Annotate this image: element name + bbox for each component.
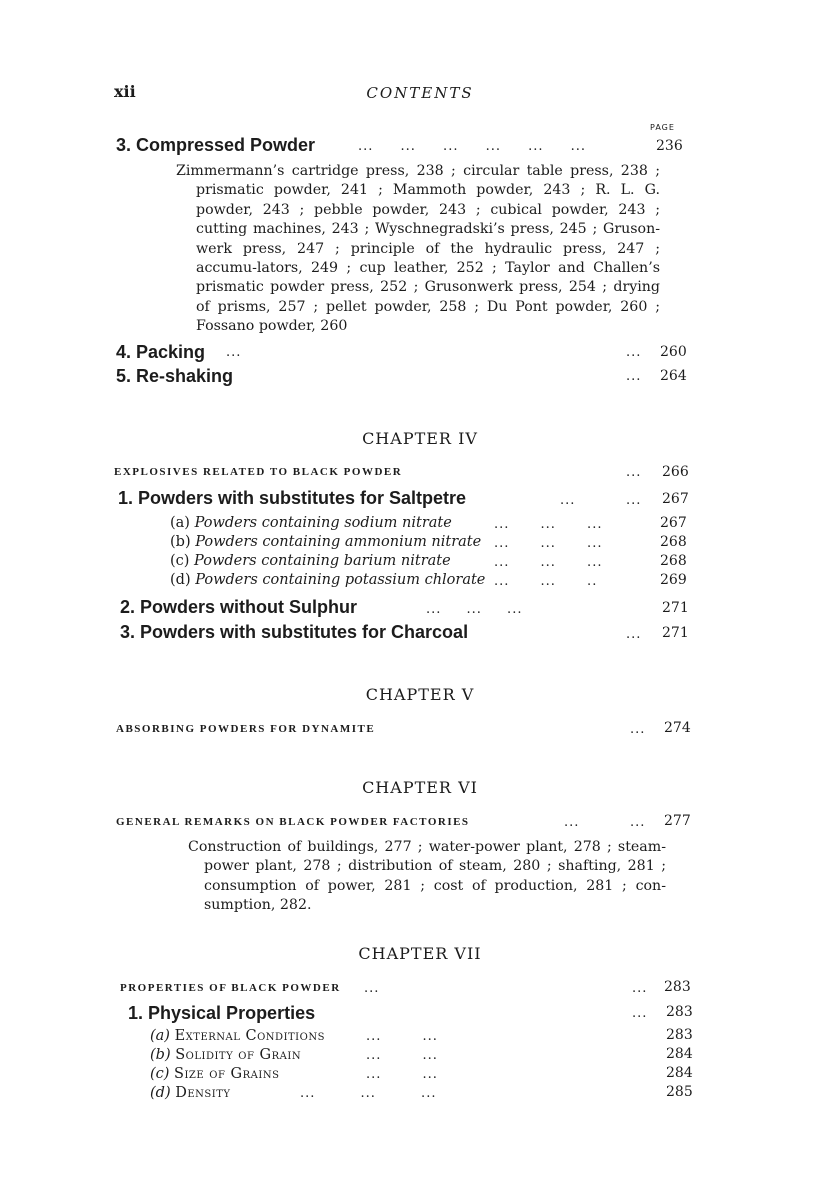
subsection-letter: (d) — [150, 1085, 171, 1101]
subsection — [170, 553, 451, 569]
subsection — [150, 1066, 279, 1082]
page-ref: 283 — [664, 979, 691, 995]
subsection-letter: (b) — [170, 534, 191, 550]
subsection-letter: (c) — [150, 1066, 170, 1082]
chapter-title: PROPERTIES OF BLACK POWDER — [120, 982, 341, 994]
leader-dots: ... — [632, 981, 648, 996]
leader-dots: ... — [626, 345, 642, 360]
leader-dots: ... — [564, 815, 580, 830]
leader-dots: ... — [626, 493, 642, 508]
section-saltpetre-substitutes: 1. Powders with substitutes for Saltpetre — [118, 488, 467, 508]
page-ref: 284 — [666, 1065, 693, 1081]
chapter-heading: CHAPTER VI — [362, 778, 478, 797]
leader-dots: ... ... ... — [300, 1086, 437, 1101]
subsection — [150, 1028, 325, 1044]
leader-dots: ... ... — [366, 1048, 438, 1063]
subsection-letter: (d) — [170, 572, 191, 588]
page-ref: 267 — [662, 491, 689, 507]
section-re-shaking: 5. Re-shaking — [116, 366, 234, 386]
leader-dots: ... — [626, 627, 642, 642]
page-ref: 260 — [660, 344, 687, 360]
subsection-title: External Conditions — [174, 1028, 325, 1044]
page-ref: 271 — [662, 625, 689, 641]
page-ref: 267 — [660, 515, 687, 531]
leader-dots: ... — [226, 345, 242, 360]
subsection-letter: (c) — [170, 553, 190, 569]
page-column-label: PAGE — [650, 123, 675, 132]
leader-dots: ... ... — [366, 1067, 438, 1082]
subsection-letter: (a) — [150, 1028, 170, 1044]
page-ref: 284 — [666, 1046, 693, 1062]
factories-description: Construction of buildings, 277 ; water-power plant, 278 ; steam-power plant, 278 ; distribution of steam, 280 ; shafting, 281 ; consumption of power, 281 ; cost of production, 281 ; con-sumption, 282. — [188, 839, 666, 914]
leader-dots: ... — [560, 493, 576, 508]
leader-dots: ... ... ... ... ... ... — [358, 139, 587, 154]
section-charcoal-substitutes: 3. Powders with substitutes for Charcoal — [120, 622, 469, 642]
subsection-title: Powders containing barium nitrate — [194, 553, 451, 569]
subsection-title: Powders containing ammonium nitrate — [195, 534, 482, 550]
leader-dots: ... ... ... — [426, 602, 523, 617]
leader-dots: ... ... ... — [494, 536, 603, 551]
section-packing: 4. Packing — [116, 342, 206, 362]
section-compressed-powder: 3. Compressed Powder — [116, 135, 316, 155]
page-ref: 268 — [660, 534, 687, 550]
leader-dots: ... — [632, 1006, 648, 1021]
chapter-title: ABSORBING POWDERS FOR DYNAMITE — [116, 723, 376, 735]
page-ref: 274 — [664, 720, 691, 736]
leader-dots: ... — [626, 465, 642, 480]
leader-dots: ... — [630, 722, 646, 737]
page-ref: 268 — [660, 553, 687, 569]
leader-dots: ... ... ... — [494, 517, 603, 532]
page-ref: 269 — [660, 572, 687, 588]
section-without-sulphur: 2. Powders without Sulphur — [120, 597, 358, 617]
section-physical-properties: 1. Physical Properties — [128, 1003, 316, 1023]
subsection — [170, 534, 481, 550]
chapter-title: GENERAL REMARKS ON BLACK POWDER FACTORIES — [116, 816, 470, 828]
page-ref: 277 — [664, 813, 691, 829]
chapter-title: EXPLOSIVES RELATED TO BLACK POWDER — [114, 466, 403, 478]
subsection-title: Size of Grains — [174, 1066, 280, 1082]
page-ref: 271 — [662, 600, 689, 616]
leader-dots: ... — [630, 815, 646, 830]
compressed-powder-description: Zimmermann’s cartridge press, 238 ; circular table press, 238 ; prismatic powder, 241 ; Mammoth powder, 243 ; R. L. G. powder, 243 ; pebble powder, 243 ; cubical powder, 243 ; cutting machines, 243 ; Wyschnegradski’s press, 245 ; Gruson-werk press, 247 ; principle of the hydraulic press, 247 ; accumu-lators, 249 ; cup leather, 252 ; Taylor and Challen’s prismatic powder press, 252 ; Grusonwerk press, 254 ; drying of prisms, 257 ; pellet powder, 258 ; Du Pont powder, 260 ; Fossano powder, 260 — [176, 163, 660, 335]
subsection-letter: (a) — [170, 515, 190, 531]
page-ref: 285 — [666, 1084, 693, 1100]
subsection — [150, 1085, 230, 1101]
page-ref: 283 — [666, 1027, 693, 1043]
subsection-title: Density — [175, 1085, 231, 1101]
leader-dots: ... ... — [366, 1029, 438, 1044]
subsection-title: Powders containing potassium chlorate — [195, 572, 486, 588]
subsection-letter: (b) — [150, 1047, 171, 1063]
chapter-heading: CHAPTER VII — [358, 944, 482, 963]
running-title: CONTENTS — [366, 84, 474, 102]
page-ref: 264 — [660, 368, 687, 384]
subsection — [170, 515, 452, 531]
subsection-title: Solidity of Grain — [175, 1047, 302, 1063]
subsection — [170, 572, 485, 588]
chapter-heading: CHAPTER V — [365, 685, 475, 704]
subsection — [150, 1047, 301, 1063]
page-ref: 283 — [666, 1004, 693, 1020]
leader-dots: ... ... .. — [494, 574, 598, 589]
page-ref: 266 — [662, 464, 689, 480]
leader-dots: ... — [364, 981, 380, 996]
subsection-title: Powders containing sodium nitrate — [194, 515, 452, 531]
chapter-heading: CHAPTER IV — [362, 429, 478, 448]
page-number: xii — [114, 82, 136, 101]
leader-dots: ... — [626, 369, 642, 384]
page-ref: 236 — [656, 138, 683, 154]
leader-dots: ... ... ... — [494, 555, 603, 570]
